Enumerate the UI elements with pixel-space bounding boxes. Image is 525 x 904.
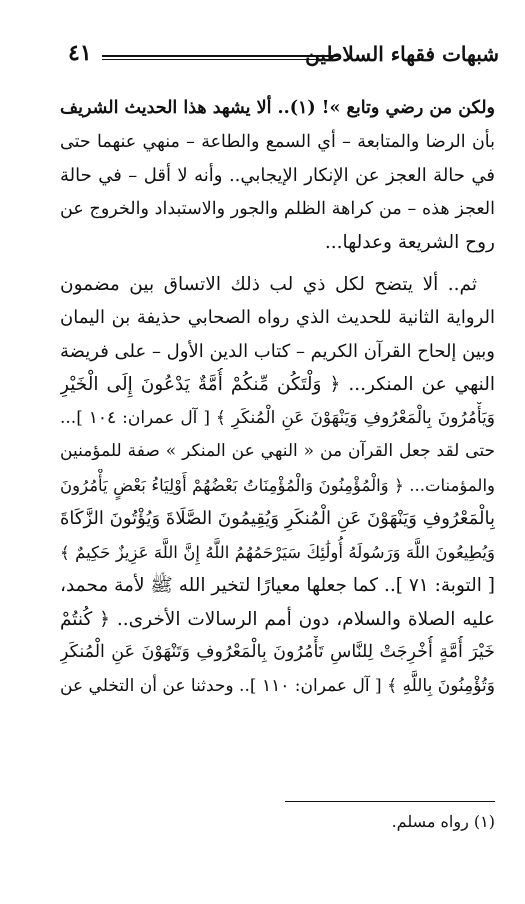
text-line: وبين إلحاح القرآن الكريم – كتاب الدين الأول – على فريضة (60, 340, 495, 362)
text-line: وَيُطِيعُونَ اللَّهَ وَرَسُولَهُ أُولَٰئِكَ سَيَرْحَمُهُمُ اللَّهُ إِنَّ اللَّهَ عَزِيزٌ حَكِيمٌ ﴾ (60, 542, 495, 562)
paragraph-gap (60, 260, 495, 268)
text-line: وَتُؤْمِنُونَ بِاللَّهِ ﴾ [ آل عمران: ١١٠ ].. وحدثنا عن أن التخلي عن (60, 675, 495, 696)
running-title: شبهات فقهاء السلاطين (305, 42, 499, 66)
text-line: حتى لقد جعل القرآن من « النهي عن المنكر » صفة للمؤمنين (60, 441, 495, 461)
text-line: عليه الصلاة والسلام، دون أمم الرسالات الأخرى.. ﴿ كُنتُمْ (60, 608, 495, 630)
running-header (68, 42, 499, 72)
text-line: النهي عن المنكر... ﴿ وَلْتَكُن مِّنكُمْ أُمَّةٌ يَدْعُونَ إِلَى الْخَيْرِ (60, 374, 495, 395)
paragraph-1 (60, 92, 495, 260)
text-line: ولكن من رضي وتابع »! (١).. ألا يشهد هذا الحديث الشريف (60, 98, 495, 118)
header-rule (102, 55, 339, 60)
text-line: الرواية الثانية للحديث الذي رواه الصحابي حذيفة بن اليمان (60, 307, 495, 328)
paragraph-2 (60, 268, 495, 704)
text-line: العجز هذه – من كراهة الظلم والجور والاستبداد والخروج عن (60, 198, 495, 219)
text-line: بأن الرضا والمتابعة – أي السمع والطاعة – منهي عنهما حتى (60, 131, 495, 152)
text-line: ثم.. ألا يتضح لكل ذي لب ذلك الاتساق بين مضمون (60, 273, 477, 295)
footnote: (١) رواه مسلم. (391, 812, 495, 831)
footnote-rule (285, 801, 495, 802)
page-number: ٤١ (68, 40, 92, 66)
text-line: روح الشريعة وعدلها... (324, 232, 495, 253)
text-line: [ التوبة: ٧١ ].. كما جعلها معيارًا لتخير الله ﷺ لأمة محمد، (60, 575, 495, 596)
text-line: بِالْمَعْرُوفِ وَيَنْهَوْنَ عَنِ الْمُنكَرِ وَيُقِيمُونَ الصَّلَاةَ وَيُؤْتُونَ الزَّكَاةَ (60, 508, 495, 529)
text-line: في حالة العجز عن الإنكار الإيجابي.. وأنه لا أقل – في حالة (60, 165, 495, 186)
text-line: والمؤمنات... ﴿ وَالْمُؤْمِنُونَ وَالْمُؤْمِنَاتُ بَعْضُهُمْ أَوْلِيَاءُ بَعْضٍ يَأْمُرُونَ (60, 475, 495, 495)
main-text (60, 92, 495, 703)
text-line: خَيْرَ أُمَّةٍ أُخْرِجَتْ لِلنَّاسِ تَأْمُرُونَ بِالْمَعْرُوفِ وَتَنْهَوْنَ عَنِ الْمُنكَرِ (60, 642, 495, 662)
text-line: وَيَأْمُرُونَ بِالْمَعْرُوفِ وَيَنْهَوْنَ عَنِ الْمُنكَرِ ﴾ [ آل عمران: ١٠٤ ]... (60, 407, 495, 428)
